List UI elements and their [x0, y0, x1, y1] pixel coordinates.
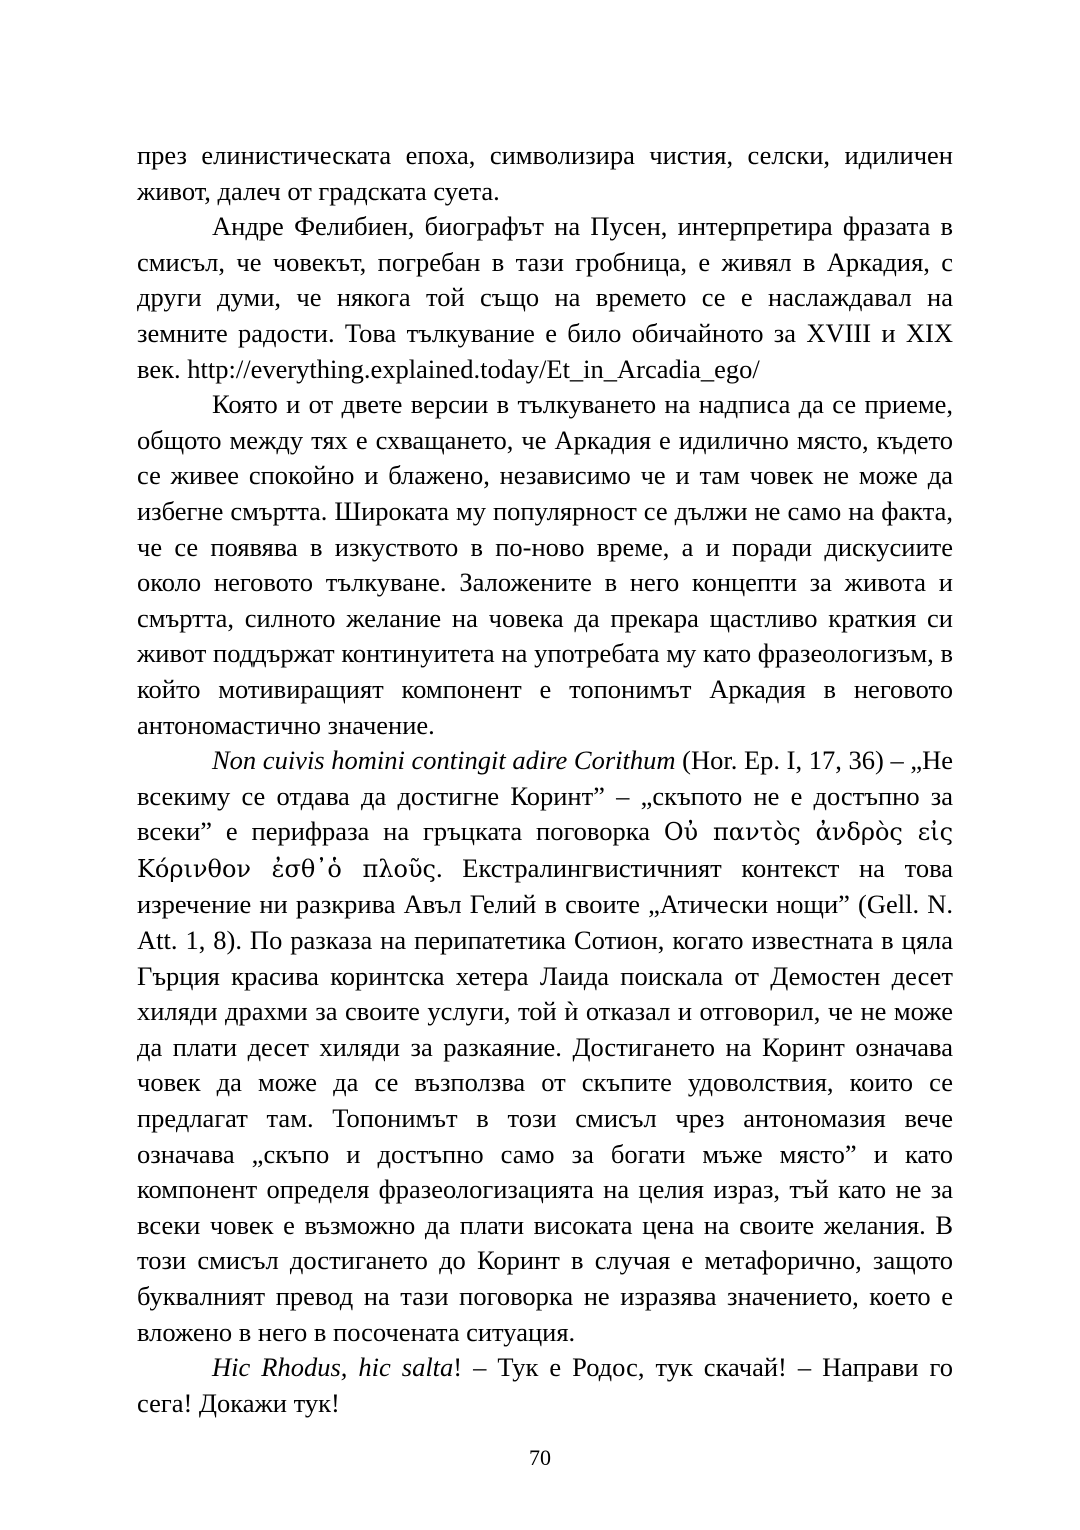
- latin-phrase-corinth: Non cuivis homini contingit adire Corithum: [212, 745, 676, 776]
- latin-phrase-rhodus: Hic Rhodus, hic salta: [212, 1352, 454, 1383]
- paragraph-1-text: през елинистическата епоха, символизира чистия, селски, идиличен живот, далеч от градската суета.: [137, 140, 953, 206]
- paragraph-1: [137, 138, 953, 209]
- citation-text: (Hor. Ep. I, 17, 36) – „Не всекиму се отдава да достигне Коринт” – „скъпото не е достъпно за всеки” е перифраза на гръцката поговорка: [137, 745, 953, 847]
- paragraph-5: [137, 1350, 953, 1421]
- paragraph-3: [137, 387, 953, 743]
- greek-proverb: Οὐ παντὸς ἀνδρὸς εἰς Κόρινθον ἐσθ᾽ὁ πλοῦς: [137, 818, 954, 883]
- paragraph-2: [137, 209, 953, 387]
- paragraph-5-text: ! – Тук е Родос, тук скачай! – Направи го сега! Докажи тук!: [137, 1352, 953, 1418]
- source-url: http://everything.explained.today/Et_in_Arcadia_ego/: [187, 353, 760, 384]
- paragraph-3-text: Която и от двете версии в тълкуването на надписа да се приеме, общото между тях е схващането, че Аркадия е идилично място, където се живее спокойно и блажено, независимо че и там човек не може да избегне смъртта. Широката му популярност се дължи не само на факта, че се появява в изкуството в по-ново време, а и поради дискусиите около неговото тълкуване. Заложените в него концепти за живота и смъртта, силното желание на човека да прекара щастливо краткия си живот поддържат континуитета на употребата му като фразеологизъм, в който мотивиращият компонент е топонимът Аркадия в неговото антономастично значение.: [137, 389, 953, 740]
- page-body: [137, 138, 953, 1421]
- paragraph-4: [137, 743, 953, 1350]
- paragraph-4-text: . Екстралингвистичният контекст на това изречение ни разкрива Авъл Гелий в своите „Атически нощи” (Gell. N. Att. 1, 8). По разказа на перипатетика Сотион, когато известната в цяла Гърция красива коринтска хетера Лаида поискала от Демостен десет хиляди драхми за своите услуги, той ѝ отказал и отговорил, че не може да плати десет хиляди за разкаяние. Достигането на Коринт означава човек да може да се възползва от скъпите удоволствия, които се предлагат там. Топонимът в този смисъл чрез антономазия вече означава „скъпо и достъпно само за богати мъже място” и като компонент определя фразеологизацията на целия израз, тъй като не за всеки човек е възможно да плати високата цена на своите желания. В този смисъл достигането до Коринт в случая е метафорично, защото буквалният превод на тази поговорка не изразява значението, което е вложено в него в посочената ситуация.: [137, 852, 953, 1347]
- paragraph-2-text: Андре Фелибиен, биографът на Пусен, интерпретира фразата в смисъл, че човекът, погребан в тази гробница, е живял в Аркадия, с други думи, че някога той също на времето се е наслаждавал на земните радости. Това тълкувание е било обичайното за XVIII и XIX век.: [137, 211, 953, 384]
- page-number: 70: [529, 1445, 551, 1470]
